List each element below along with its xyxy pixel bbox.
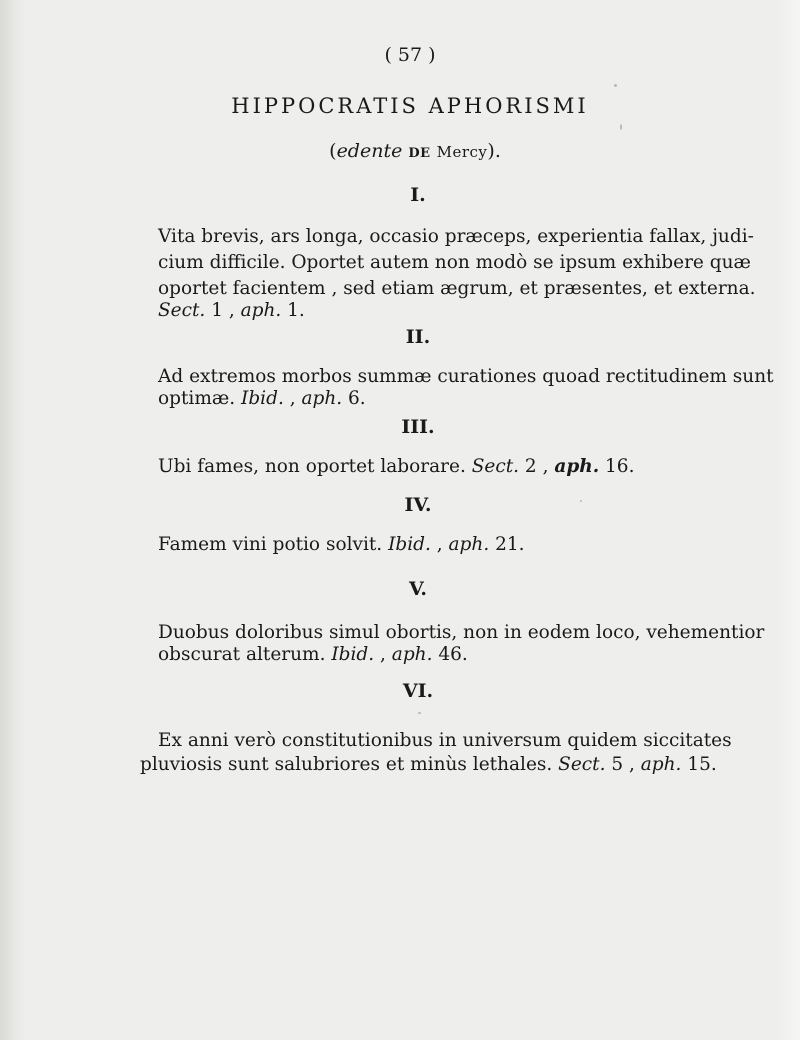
ref-sect-num: 5 , (605, 754, 641, 775)
page-title: HIPPOCRATIS APHORISMI (231, 94, 589, 118)
aphorism-text-line: cium difficile. Oportet autem non modò se ipsum exhibere quæ (158, 252, 751, 273)
ref-ibid: Ibid. (331, 644, 375, 665)
ref-aph: aph. (554, 456, 600, 477)
editor-name: Mercy (436, 143, 488, 161)
aphorism-text: Famem vini potio solvit. (158, 534, 389, 555)
paper-speck (614, 84, 617, 87)
ref-aph: aph. (240, 300, 282, 321)
aphorism-text-line-last (140, 752, 717, 778)
ref-sep: , (374, 644, 392, 665)
aphorism-text: Ubi fames, non oportet laborare. (158, 456, 472, 477)
ref-aph: aph. (391, 644, 433, 665)
ref-aph-num: 1. (281, 300, 305, 321)
ref-aph-num: 16. (599, 456, 635, 477)
ref-sect: Sect. (158, 300, 206, 321)
aphorism-numeral: VI. (402, 680, 434, 702)
ref-sect: Sect. (471, 456, 520, 477)
ref-aph: aph. (301, 388, 343, 409)
aphorism-text-line-last (158, 386, 698, 412)
aphorism-text-line-last (158, 642, 698, 668)
aphorism-text-line-last (158, 532, 698, 558)
aphorism-text-line: Vita brevis, ars longa, occasio præceps, experientia fallax, judi- (158, 226, 754, 247)
aphorism-numeral: I. (410, 184, 426, 206)
ref-sep: , (283, 388, 302, 409)
aphorism-text-line: oportet facientem , sed etiam ægrum, et præsentes, et externa. (158, 278, 756, 299)
aphorism-text: obscurat alterum. (158, 644, 332, 665)
aphorism-text-line: Ex anni verò constitutionibus in universum quidem siccitates (158, 730, 732, 751)
aphorism-text-line-last (158, 454, 698, 480)
ref-sect-num: 1 , (205, 300, 241, 321)
aphorism-text: pluviosis sunt salubriores et minùs lethales. (140, 754, 559, 775)
ref-aph: aph. (448, 534, 490, 555)
ref-aph-num: 15. (681, 754, 717, 775)
paper-speck (580, 500, 582, 502)
editor-line (0, 140, 800, 162)
ref-aph-num: 46. (432, 644, 468, 665)
ref-ibid: Ibid. (388, 534, 431, 555)
aphorism-numeral: II. (405, 326, 431, 348)
page-number: ( 57 ) (384, 44, 436, 66)
ref-aph-num: 6. (342, 388, 366, 409)
aphorism-reference (158, 298, 698, 324)
editor-de: DE (408, 146, 431, 161)
editor-open-paren: ( (329, 140, 337, 162)
aphorism-text-line: Ad extremos morbos summæ curationes quoad rectitudinem sunt (158, 366, 774, 387)
paper-speck (418, 712, 421, 714)
aphorism-text-line: Duobus doloribus simul obortis, non in eodem loco, vehementior (158, 622, 765, 643)
ref-aph: aph. (640, 754, 682, 775)
ref-sect-num: 2 , (519, 456, 555, 477)
ref-aph-num: 21. (489, 534, 525, 555)
aphorism-numeral: V. (408, 578, 428, 600)
paper-speck (620, 124, 622, 130)
ref-sect: Sect. (558, 754, 606, 775)
aphorism-numeral: IV. (404, 494, 432, 516)
aphorism-numeral: III. (401, 416, 435, 438)
aphorism-text: optimæ. (158, 388, 242, 409)
ref-sep: , (430, 534, 449, 555)
editor-close-paren: ). (487, 140, 501, 162)
editor-edente: edente (336, 140, 403, 162)
ref-ibid: Ibid. (241, 388, 284, 409)
